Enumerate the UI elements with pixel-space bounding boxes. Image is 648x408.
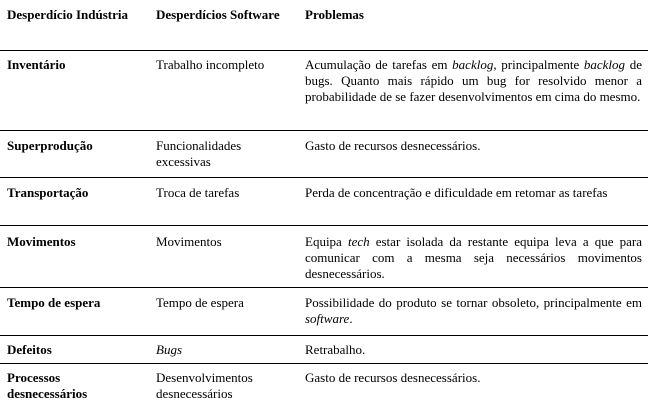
table-row [0, 226, 648, 288]
cell-industria: Superprodução [0, 131, 149, 178]
cell-industria: Defeitos [0, 336, 149, 364]
cell-industria: Movimentos [0, 226, 149, 288]
header-software: Desperdícios Software [149, 0, 298, 51]
cell-problemas: Gasto de recursos desnecessários. [298, 131, 648, 178]
header-industria: Desperdício Indústria [0, 0, 149, 51]
cell-problemas: Retrabalho. [298, 336, 648, 364]
header-row [0, 0, 648, 51]
cell-software: Funcionalidades excessivas [149, 131, 298, 178]
italic-term: backlog [584, 57, 625, 72]
table-row [0, 336, 648, 364]
header-problemas: Problemas [298, 0, 648, 51]
cell-industria: Inventário [0, 51, 149, 131]
table-row [0, 131, 648, 178]
cell-problemas: Equipa tech estar isolada da restante equipa leva a que para comunicar com a mesma seja necessários movimentos desnecessários. [298, 226, 648, 288]
cell-software: Tempo de espera [149, 288, 298, 336]
cell-software: Trabalho incompleto [149, 51, 298, 131]
italic-term: backlog [452, 57, 493, 72]
cell-software: Desenvolvimentos desnecessários [149, 364, 298, 408]
cell-software: Movimentos [149, 226, 298, 288]
cell-industria: Processos desnecessários [0, 364, 149, 408]
italic-term: tech [348, 234, 370, 249]
cell-problemas: Possibilidade do produto se tornar obsoleto, principalmente em software. [298, 288, 648, 336]
table-body [0, 51, 648, 408]
table-row [0, 51, 648, 131]
table-row [0, 364, 648, 408]
cell-problemas: Gasto de recursos desnecessários. [298, 364, 648, 408]
table-header [0, 0, 648, 51]
cell-problemas: Perda de concentração e dificuldade em retomar as tarefas [298, 178, 648, 226]
cell-industria: Tempo de espera [0, 288, 149, 336]
cell-industria: Transportação [0, 178, 149, 226]
cell-software: Troca de tarefas [149, 178, 298, 226]
italic-term: software [305, 311, 349, 326]
table-row [0, 178, 648, 226]
cell-problemas: Acumulação de tarefas em backlog, principalmente backlog de bugs. Quanto mais rápido um bug for resolvido menor a probabilidade de se fazer desenvolvimentos em cima do mesmo. [298, 51, 648, 131]
cell-software: Bugs [149, 336, 298, 364]
table-row [0, 288, 648, 336]
